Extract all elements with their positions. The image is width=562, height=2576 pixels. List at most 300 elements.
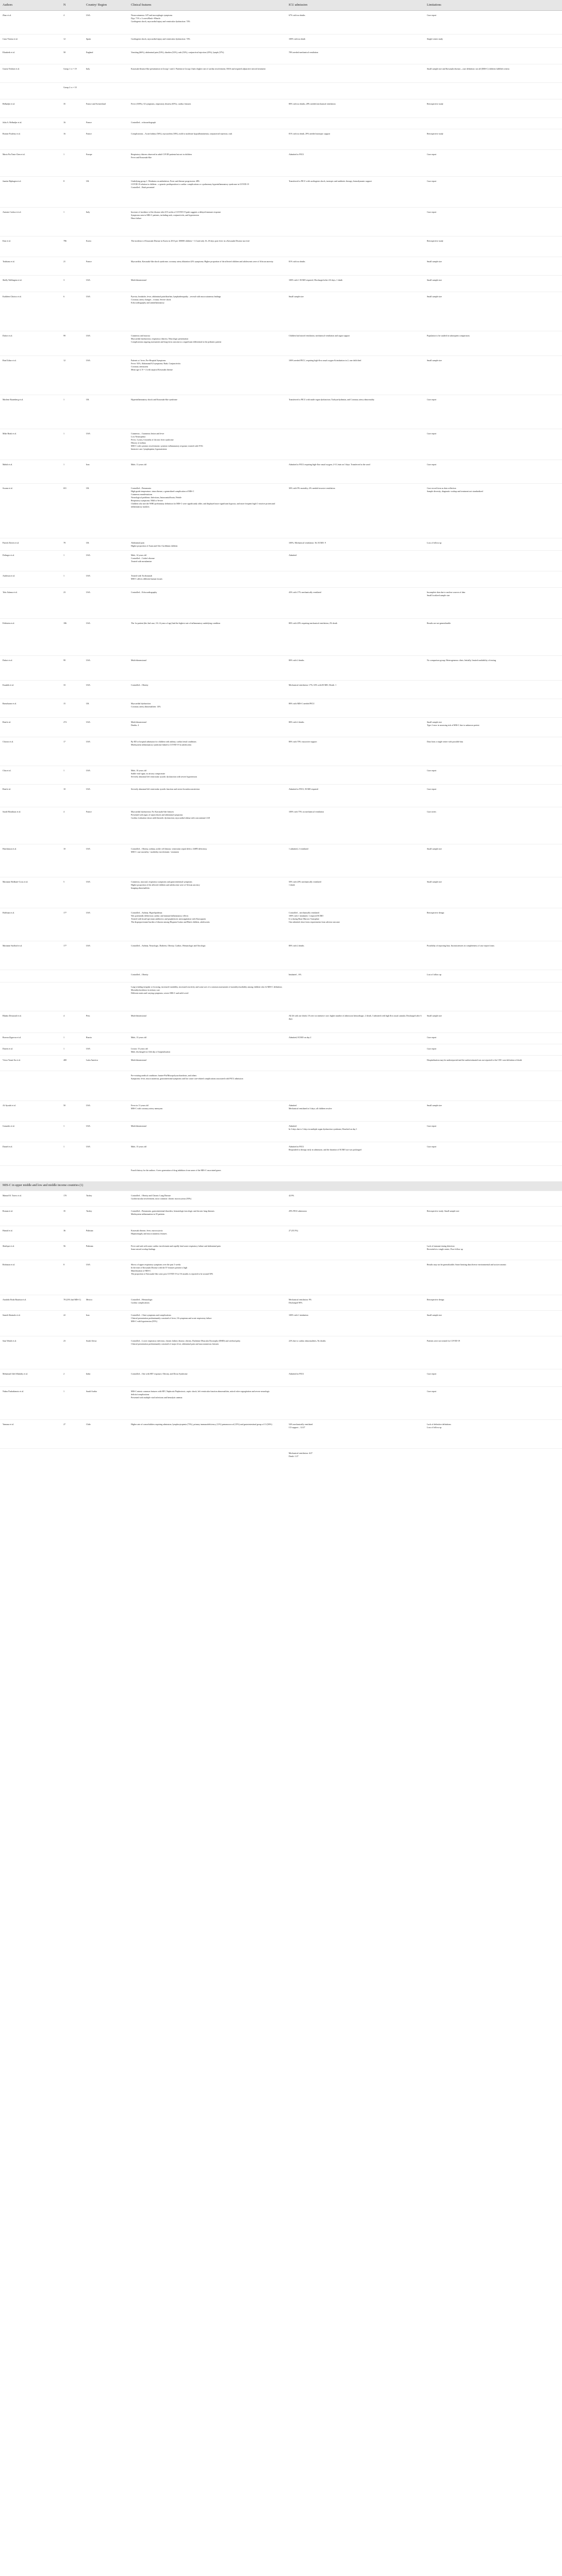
cell-n: 35 bbox=[61, 99, 84, 118]
cell-country: USA bbox=[84, 737, 128, 766]
cell-country: USA bbox=[84, 844, 128, 877]
cell-clinical-features: Cutaneous and mucosa Myocardial dysfunction, respiratory distress; Neurologic presentation Complications ongoing assessment and long-term outcome as a significant differential in the pediatric patient bbox=[128, 331, 286, 356]
cell-limitations: Small sample size bbox=[424, 356, 562, 395]
cell-limitations bbox=[424, 83, 562, 99]
cell-icu-admission: 29% PICU admission bbox=[286, 1206, 424, 1226]
cell-icu-admission: 100% with 1 ECMO required; Discharged after 4-6 days, 1 death bbox=[286, 276, 424, 292]
table-row bbox=[0, 1241, 562, 1260]
table-row bbox=[0, 395, 562, 429]
table-row bbox=[0, 1226, 562, 1241]
cell-country: USA bbox=[84, 681, 128, 699]
table-row bbox=[0, 1044, 562, 1056]
cell-limitations: Small sample size bbox=[424, 877, 562, 908]
cell-country: Italy bbox=[84, 64, 128, 83]
cell-icu-admission bbox=[286, 1386, 424, 1419]
cell-country: UK bbox=[84, 484, 128, 538]
cell-n: 786 bbox=[61, 236, 84, 257]
cell-country: France bbox=[84, 118, 128, 129]
cell-clinical-features: Treated with Tocilizumab MIS-C affects different human tissues bbox=[128, 571, 286, 588]
cell-icu-admission: Transferred to PICU with multi-organ dysfunction; Tachyarrhythmias, and Coronary artery abnormality bbox=[286, 395, 424, 429]
cell-limitations: Case report bbox=[424, 395, 562, 429]
cell-author: Gonzales et al. bbox=[0, 1122, 61, 1142]
cell-limitations bbox=[424, 48, 562, 64]
cell-author: Riad et al. bbox=[0, 785, 61, 807]
cell-clinical-features: Lung-winding irregular or focusing, increased variability, increased reactivity and some sort of a common assessment of mortality/morbidity among children who fit MIS-C definition; Mortality/incidence in tertiary care Different states and varying symptoms; severe MIS-C and mild covid bbox=[128, 982, 286, 1011]
header-limitations: Limitations bbox=[424, 0, 562, 11]
cell-author: Shelly Wallington et al. bbox=[0, 276, 61, 292]
cell-limitations: Results are not generalizable bbox=[424, 619, 562, 656]
cell-clinical-features: Fever and rash with some cardiac involvement and rapidly fatal acute respiratory failure and abdominal pain Some mixed overlap findings bbox=[128, 1241, 286, 1260]
cell-n: 33 bbox=[61, 681, 84, 699]
table-row bbox=[0, 1206, 562, 1226]
cell-limitations: Lack of immune timing detection Recruited at a single center; Poor follow up bbox=[424, 1241, 562, 1260]
cell-author: Dufort et al. bbox=[0, 331, 61, 356]
cell-author: Mohamad Adel Alhalaby et al. bbox=[0, 1369, 61, 1386]
cell-clinical-features: Controlled – echocardiograph bbox=[128, 118, 286, 129]
cell-country: USA bbox=[84, 1260, 128, 1295]
cell-limitations bbox=[424, 681, 562, 699]
cell-icu-admission bbox=[286, 118, 424, 129]
cell-clinical-features: Lesion: 15 years old Male, discharged on 14th day of hospitalization bbox=[128, 1044, 286, 1056]
cell-n bbox=[61, 970, 84, 982]
cell-country bbox=[84, 982, 128, 1011]
cell-n: 1 bbox=[61, 1044, 84, 1056]
cell-limitations bbox=[424, 1448, 562, 1471]
cell-country: USA bbox=[84, 619, 128, 656]
table-row bbox=[0, 1448, 562, 1471]
cell-country: France bbox=[84, 129, 128, 150]
cell-n: 5 bbox=[61, 877, 84, 908]
cell-author: Shafique et al. bbox=[0, 1241, 61, 1260]
cell-n: 4 bbox=[61, 11, 84, 35]
cell-clinical-features: Myocarditis; Kawasaki-like shock syndrome; coronary artery dilatation 42% symptoms; Higher proportion of the affected children and adolescents were of African ancestry bbox=[128, 257, 286, 276]
cell-icu-admission bbox=[286, 982, 424, 1011]
cell-country: South Africa bbox=[84, 1336, 128, 1369]
table-row bbox=[0, 1419, 562, 1448]
cell-clinical-features: Male, 15 years old bbox=[128, 1142, 286, 1166]
cell-limitations: Case report bbox=[424, 1033, 562, 1044]
cell-limitations: Case report bbox=[424, 785, 562, 807]
cell-limitations: Population to be studied in subsequent comparisons bbox=[424, 331, 562, 356]
cell-icu-admission: 1 admitted, 2 ventilated bbox=[286, 844, 424, 877]
cell-country: England bbox=[84, 48, 128, 64]
cell-n bbox=[61, 1448, 84, 1471]
cell-author: Elizabeth et al. bbox=[0, 48, 61, 64]
table-row bbox=[0, 1336, 562, 1369]
cell-icu-admission: Admitted in PICU bbox=[286, 1369, 424, 1386]
cell-country: USA bbox=[84, 718, 128, 737]
cell-clinical-features: Pre-existing medical conditions: hunter-Pitt/Mucopolysaccharidosis, and others Symptoms: fever, mucocutaneous, gastrointestinal symptoms and low acute care-related complications associated with PICU admission bbox=[128, 1071, 286, 1101]
cell-country: USA bbox=[84, 276, 128, 292]
cell-country: USA bbox=[84, 588, 128, 619]
cell-icu-admission bbox=[286, 1166, 424, 1181]
cell-clinical-features: Myocardial dysfunction Coronary artery abnormalities: 14% bbox=[128, 699, 286, 718]
cell-clinical-features: Patients w/ fever; Pre-Hospital Symptoms Fever: 92%; Abdominal/GI symptoms; Rash; Conjunctivitis Coronary aneurysms Mean age 4; N = 4 with atypical Kawasaki disease bbox=[128, 356, 286, 395]
cell-n: 78 bbox=[61, 538, 84, 551]
cell-n: 8 bbox=[61, 177, 84, 208]
cell-n: 99 bbox=[61, 656, 84, 681]
cell-country bbox=[84, 1448, 128, 1471]
cell-limitations: Case report bbox=[424, 1142, 562, 1166]
cell-icu-admission: 100% needed PICU, requiring high-flow nasal oxygen & intubation in 2; one child died bbox=[286, 356, 424, 395]
cell-clinical-features: Fourth history for the authors. A new generation of drug inhibitors from some of the MIS-C-associated genes bbox=[128, 1166, 286, 1181]
cell-icu-admission: 81% with no death, 29% needed inotropic support bbox=[286, 129, 424, 150]
cell-icu-admission: Mechanical ventilation: 17%; 63% with ECMO; Death: 1 bbox=[286, 681, 424, 699]
cell-n: 4 bbox=[61, 807, 84, 844]
table-row bbox=[0, 1056, 562, 1071]
cell-country: Mexico bbox=[84, 1295, 128, 1310]
header-country: Country/ Region bbox=[84, 0, 128, 11]
cell-country: France bbox=[84, 257, 128, 276]
cell-n: 1 bbox=[61, 395, 84, 429]
cell-n: 400 bbox=[61, 1056, 84, 1071]
cell-icu-admission: Mechanical ventilation: 4/27 Death: 1/27 bbox=[286, 1448, 424, 1471]
cell-country: USA bbox=[84, 356, 128, 395]
cell-author: Chiu et al. bbox=[0, 766, 61, 785]
table-row bbox=[0, 766, 562, 785]
table-row bbox=[0, 257, 562, 276]
cell-country bbox=[84, 970, 128, 982]
cell-icu-admission: 54% mechanically ventilated CO support – 12/27 bbox=[286, 1419, 424, 1448]
cell-n: 1 bbox=[61, 571, 84, 588]
table-row bbox=[0, 807, 562, 844]
cell-author: Roman et al. bbox=[0, 1206, 61, 1226]
cell-country: Iran bbox=[84, 460, 128, 484]
cell-clinical-features: Controlled – Chest symptoms and complications Clinical presentation predominantly consisted of fever, GI symptoms and acute respiratory failure MIS-C with hypotension (55%) bbox=[128, 1310, 286, 1336]
cell-clinical-features: Fever in 11 years old MIS-C with coronary artery aneurysm bbox=[128, 1101, 286, 1122]
cell-limitations: Case report bbox=[424, 150, 562, 177]
cell-n: 23 bbox=[61, 588, 84, 619]
cell-icu-admission: 50% with 20% mechanically ventilated 1 death bbox=[286, 877, 424, 908]
cell-author: Riad et al. bbox=[0, 718, 61, 737]
cell-clinical-features: Severely abnormal left ventricular systolic function and severe bronchoconstriction bbox=[128, 785, 286, 807]
cell-clinical-features: Vomiting (66%), abdominal pain (53%), diarrhea (52%), rash (52%), conjunctival injection (45%), lymph (37%) bbox=[128, 48, 286, 64]
cell-icu-admission: Controlled – mechanically ventilated 100% with 1 intubated, 1 required ECMO It is during Bone Marrow Transplant One admitted; short-term requirements from adverse outcome bbox=[286, 908, 424, 941]
cell-icu-admission: Admitted to PICU, ECMO required bbox=[286, 785, 424, 807]
cell-icu-admission: 100%; Mechanical ventilation: 36; ECMO: 9 bbox=[286, 538, 424, 551]
cell-author: Patrick Davies et al. bbox=[0, 538, 61, 551]
table-row bbox=[0, 331, 562, 356]
cell-author: Sameh Shatnalo et al. bbox=[0, 1310, 61, 1336]
cell-n bbox=[61, 1166, 84, 1181]
cell-limitations: Case report bbox=[424, 766, 562, 785]
cell-clinical-features: Male, 14 years old Controlled – Crohn's disease Treated with mesalamine bbox=[128, 551, 286, 571]
cell-clinical-features: Multi-dimensional bbox=[128, 1122, 286, 1142]
cell-author: Yamuna et al. bbox=[0, 1419, 61, 1448]
cell-country: Saudi Arabia bbox=[84, 1386, 128, 1419]
cell-clinical-features: Multi-dimensional bbox=[128, 276, 286, 292]
cell-limitations: Small sample size bbox=[424, 292, 562, 331]
cell-limitations: Small sample size bbox=[424, 257, 562, 276]
cell-n: 1 bbox=[61, 460, 84, 484]
cell-clinical-features: Kawasaki-disease-like presentation in Group 1 and 2. Patients in Group 2 had a higher rate of cardiac involvement, MAS and required adjunctive steroid treatment bbox=[128, 64, 286, 83]
cell-limitations: Retrospective study bbox=[424, 236, 562, 257]
cell-icu-admission: Admitted to PICU bbox=[286, 150, 424, 177]
cell-country: Russia bbox=[84, 1033, 128, 1044]
table-row bbox=[0, 1260, 562, 1295]
cell-limitations bbox=[424, 1071, 562, 1101]
cell-icu-admission: 80% with MIS-C needed PICU bbox=[286, 699, 424, 718]
cell-icu-admission: 80% with 2 deaths bbox=[286, 656, 424, 681]
cell-clinical-features: Controlled – Obesity, asthma, sickle cell disease, ventricular septal defect, G6PD deficiency MIS-C case mortality / morbidity involvement / treatment bbox=[128, 844, 286, 877]
cell-icu-admission: 100% with 1 intubation bbox=[286, 1310, 424, 1336]
table-row bbox=[0, 699, 562, 718]
cell-country: Italy bbox=[84, 208, 128, 236]
cell-icu-admission: Admitted In 3 days due to 3 days in multiple organ dysfunction syndrome; Reached on day 1 bbox=[286, 1122, 424, 1142]
cell-country: Chile bbox=[84, 1419, 128, 1448]
cell-clinical-features: Neurocutaneous: SJT and macrophagic symptoms Dyp: 71% v. Lowest/Rash +Muscle Cardiogenic shock, myocardial injury and ventricular dysfunction: 74% bbox=[128, 11, 286, 35]
section-header-row bbox=[0, 1181, 562, 1191]
table-row bbox=[0, 1122, 562, 1142]
cell-n: 177 bbox=[61, 908, 84, 941]
cell-limitations: No comparison group; Heterogeneous clinic; Initially, limited availability of testing bbox=[424, 656, 562, 681]
cell-limitations: Single-center study bbox=[424, 35, 562, 48]
cell-n: 10 bbox=[61, 844, 84, 877]
cell-author: Marianne Stafford et al. bbox=[0, 941, 61, 970]
cell-clinical-features: Male, 13 years old bbox=[128, 1033, 286, 1044]
cell-n: 1 bbox=[61, 766, 84, 785]
cell-country: UK bbox=[84, 538, 128, 551]
cell-country: USA bbox=[84, 1044, 128, 1056]
cell-icu-admission: 80% with no deaths, 28% needed mechanical ventilation bbox=[286, 99, 424, 118]
cell-icu-admission bbox=[286, 64, 424, 83]
cell-n: 3 bbox=[61, 276, 84, 292]
cell-limitations: Case report bbox=[424, 1386, 562, 1419]
cell-clinical-features: Fever (100%), GI symptoms, respiratory distress (65%), cardiac features bbox=[128, 99, 286, 118]
cell-author: Grazia Verdoni et al. bbox=[0, 64, 61, 83]
table-row bbox=[0, 208, 562, 236]
cell-limitations: Retrospective study; Small sample size bbox=[424, 1206, 562, 1226]
cell-clinical-features: Controlled – Hematologic Cardiac complications bbox=[128, 1295, 286, 1310]
cell-author: Chiotos et al. bbox=[0, 737, 61, 766]
cell-n: 56 bbox=[61, 1241, 84, 1260]
table-row bbox=[0, 588, 562, 619]
cell-n: 78 (23% had MIS-C) bbox=[61, 1295, 84, 1310]
cell-clinical-features: Cutaneous – Cutaneous lesion and fever Low Neutropenia Fever, 3 years, 6 months of chronic fever syndrome History of asthma MIS-C with systemic involvement; systemic inflammatory response; treated with IVIG Intensive care: lymphopenia; hyponatremia bbox=[128, 429, 286, 460]
cell-n: 27 bbox=[61, 1419, 84, 1448]
cell-country bbox=[84, 1071, 128, 1101]
cell-country: France and Switzerland bbox=[84, 99, 128, 118]
cell-clinical-features: Hyperinflammatory shock and Kawasaki-like syndrome bbox=[128, 395, 286, 429]
cell-n: 58 bbox=[61, 48, 84, 64]
cell-country: USA bbox=[84, 1101, 128, 1122]
cell-n: 2 bbox=[61, 1369, 84, 1386]
cell-icu-admission: Admitted in PICU Responded to therapy early in admission, and the duration of ECMO use was prolonged bbox=[286, 1142, 424, 1166]
cell-n: 50 bbox=[61, 1101, 84, 1122]
cell-clinical-features: Controlled – Obesity bbox=[128, 970, 286, 982]
table-row bbox=[0, 1191, 562, 1206]
cell-author: Victor Yount-Su et al. bbox=[0, 1056, 61, 1071]
cell-limitations: Retrospective study bbox=[424, 99, 562, 118]
table-row bbox=[0, 538, 562, 551]
table-row bbox=[0, 276, 562, 292]
cell-clinical-features: Male; 11 years old bbox=[128, 460, 286, 484]
table-row bbox=[0, 681, 562, 699]
cell-author: Sarah Blondiaux et al. bbox=[0, 807, 61, 844]
cell-n: 1 bbox=[61, 551, 84, 571]
cell-author: Daniel et al. bbox=[0, 1142, 61, 1166]
cell-author: Belhadjer et al. bbox=[0, 99, 61, 118]
section-title: MIS-C in upper middle and low and middle income countries (1) bbox=[0, 1181, 562, 1191]
table-header-row bbox=[0, 0, 562, 11]
cell-clinical-features: Controlled – Echocardiography bbox=[128, 588, 286, 619]
cell-limitations: Loss of follow up bbox=[424, 538, 562, 551]
table-row bbox=[0, 1071, 562, 1101]
cell-n: 274 bbox=[61, 718, 84, 737]
cell-icu-admission: Mechanical ventilation: 9% Discharged 90% bbox=[286, 1295, 424, 1310]
cell-country: Turkey bbox=[84, 1191, 128, 1206]
table-row bbox=[0, 64, 562, 83]
cell-limitations: Lack of definitive definitions Loss of follow up bbox=[424, 1419, 562, 1448]
cell-icu-admission: 27 (35.5%) bbox=[286, 1226, 424, 1241]
cell-clinical-features: Controlled – Obesity and Chronic Lung Disease Cardiovascular involvement, most common: chronic macrocytosis (50%) bbox=[128, 1191, 286, 1206]
cell-n: 1 bbox=[61, 1142, 84, 1166]
cell-author: Antonio Carlucci et al. bbox=[0, 208, 61, 236]
cell-country: USA bbox=[84, 11, 128, 35]
cell-icu-admission: 80% with 70% vasoactive support bbox=[286, 737, 424, 766]
cell-author: Marlene Rauenberg et al. bbox=[0, 395, 61, 429]
cell-limitations: Small sample size Type 2 error in assessing risk of MIS-C due to unknown pretest bbox=[424, 718, 562, 737]
cell-country: USA bbox=[84, 656, 128, 681]
cell-country: France bbox=[84, 807, 128, 844]
table-row bbox=[0, 236, 562, 257]
cell-limitations: Case report bbox=[424, 1369, 562, 1386]
cell-limitations: Case report bbox=[424, 208, 562, 236]
cell-n: 1 bbox=[61, 1122, 84, 1142]
table-row bbox=[0, 429, 562, 460]
cell-country: USA bbox=[84, 941, 128, 970]
table-row bbox=[0, 1369, 562, 1386]
cell-author: Blanko Desmond et al. bbox=[0, 1011, 61, 1033]
cell-limitations: Small sample size bbox=[424, 1101, 562, 1122]
cell-n: 651 bbox=[61, 484, 84, 538]
table-row bbox=[0, 129, 562, 150]
cell-author: Riad Zakar et al. bbox=[0, 356, 61, 395]
cell-n: 1 bbox=[61, 208, 84, 236]
cell-author bbox=[0, 1448, 61, 1471]
cell-clinical-features: Multi-dimensional bbox=[128, 656, 286, 681]
header-n: N bbox=[61, 0, 84, 11]
cell-limitations: Small sample size bbox=[424, 1310, 562, 1336]
cell-clinical-features: Controlled – Lower respiratory infection, chronic kidney disease, obesity, Duchenne Muscular Dystrophy (DMD) and cerebral palsy Clinical presentation predominantly consisted of major fever, abdominal pain and mucocutaneous features bbox=[128, 1336, 286, 1369]
cell-limitations: Case report bbox=[424, 429, 562, 460]
cell-author: Cano-Viaena et al. bbox=[0, 35, 61, 48]
cell-author: Feldstein et al. bbox=[0, 619, 61, 656]
cell-country: Korea bbox=[84, 236, 128, 257]
cell-icu-admission bbox=[286, 1044, 424, 1056]
cell-clinical-features: By ED or hospital admission for children with asthma, cardiac/renal conditions Multisystem inflammatory syndrome linked to COVID-19 in adolescents bbox=[128, 737, 286, 766]
cell-author: Maria Pia Tinto-Chen et al. bbox=[0, 150, 61, 177]
cell-author bbox=[0, 970, 61, 982]
cell-icu-admission bbox=[286, 429, 424, 460]
cell-author: Swann et al. bbox=[0, 484, 61, 538]
cell-country bbox=[84, 1166, 128, 1181]
cell-limitations: Retrospective study bbox=[424, 129, 562, 150]
cell-author: Juanita Riphagen et al. bbox=[0, 177, 61, 208]
table-row bbox=[0, 1295, 562, 1310]
table-row bbox=[0, 1386, 562, 1419]
cell-author: Julia A. Belhadjer et al. bbox=[0, 118, 61, 129]
cell-author: Ramcharan et al. bbox=[0, 699, 61, 718]
cell-limitations: Small sample size and Kawasaki disease—case definition: not all (MIS-C) children fulfilled criteria bbox=[424, 64, 562, 83]
cell-clinical-features: Abdominal pain Higher proportion of Asian and Afro-Caribbean children bbox=[128, 538, 286, 551]
cell-icu-admission: Admitted bbox=[286, 551, 424, 571]
cell-author: Sam Wendt et al. bbox=[0, 1336, 61, 1369]
cell-n: 177 bbox=[61, 941, 84, 970]
cell-icu-admission: Intubated – 6% bbox=[286, 970, 424, 982]
cell-n: 1 bbox=[61, 1386, 84, 1419]
header-authors: Authors bbox=[0, 0, 61, 11]
table-row bbox=[0, 970, 562, 982]
cell-limitations bbox=[424, 118, 562, 129]
table-row bbox=[0, 35, 562, 48]
table-row bbox=[0, 1310, 562, 1336]
table-row bbox=[0, 1033, 562, 1044]
cell-country: USA bbox=[84, 292, 128, 331]
cell-limitations: Results may not be generalizable; Some limiting data diverse environmental and socioeconomic bbox=[424, 1260, 562, 1295]
cell-n: 23 bbox=[61, 1336, 84, 1369]
table-row bbox=[0, 877, 562, 908]
cell-limitations: Case report bbox=[424, 177, 562, 208]
cell-limitations: Lost of follow up bbox=[424, 970, 562, 982]
cell-icu-admission bbox=[286, 208, 424, 236]
cell-country: Pakistan bbox=[84, 1241, 128, 1260]
table-body bbox=[0, 11, 562, 1471]
cell-clinical-features: Controlled – Pneumonia, gastrointestinal disorders, hematologic/oncologic and chronic lung diseases Multisystem inflammation in 35 patients bbox=[128, 1206, 286, 1226]
table-row bbox=[0, 177, 562, 208]
cell-limitations: Hospitalization may be underreported and the underestimated was not reported to the CDC case definition of death bbox=[424, 1056, 562, 1071]
cell-icu-admission: 78% needed mechanical ventilation bbox=[286, 48, 424, 64]
cell-author: Hamid et al. bbox=[0, 1226, 61, 1241]
cell-clinical-features: Controlled – Asthma, Hyperlipidemia Was potentially deleterious cardiac and immune/inflammatory effects Treated with broad-spectrum antibiotics and prophylactic anticoagulation with Enoxaparin The disproportionate burden of disease among Hispanic/Latino and Black children, adolescents bbox=[128, 908, 286, 941]
cell-n: 1 bbox=[61, 429, 84, 460]
cell-author: Toubiana et al. bbox=[0, 257, 61, 276]
cell-clinical-features: Multi-dimensional bbox=[128, 1056, 286, 1071]
cell-icu-admission: 30% with 9% mortality; 4% needed invasive ventilation bbox=[286, 484, 424, 538]
cell-limitations: Case record form as data collection Sample diversity, diagnostic workup and treatment not standardized bbox=[424, 484, 562, 538]
table-row bbox=[0, 785, 562, 807]
cell-country: USA bbox=[84, 1122, 128, 1142]
table-row bbox=[0, 118, 562, 129]
cell-icu-admission: 43% with 17% mechanically ventilated bbox=[286, 588, 424, 619]
cell-icu-admission: 100% with no death bbox=[286, 35, 424, 48]
cell-icu-admission: Small sample size bbox=[286, 292, 424, 331]
table-row bbox=[0, 844, 562, 877]
cell-country: USA bbox=[84, 571, 128, 588]
cell-n: 6 bbox=[61, 292, 84, 331]
cell-clinical-features: Cardiogenic shock, myocardial injury and ventricular dysfunction: 74% bbox=[128, 35, 286, 48]
cell-clinical-features: Multi-dimensional bbox=[128, 1011, 286, 1033]
table-row bbox=[0, 356, 562, 395]
cell-clinical-features: Cutaneous, mucosal, respiratory symptoms and gastrointestinal symptoms Higher proportion of the affected children and adolescents were of African ancestry Imaging abnormalities bbox=[128, 877, 286, 908]
cell-n bbox=[61, 982, 84, 1011]
cell-author: Boreon Zigarova et al. bbox=[0, 1033, 61, 1044]
table-row bbox=[0, 571, 562, 588]
table-row bbox=[0, 551, 562, 571]
table-row bbox=[0, 11, 562, 35]
cell-author: Marianne Redknee-Cross et al. bbox=[0, 877, 61, 908]
cell-limitations: Small sample size bbox=[424, 844, 562, 877]
cell-icu-admission: Admitted to PICU requiring high-flow nasal oxygen; 2-3 L/min on 3 days. Transferred to the ward bbox=[286, 460, 424, 484]
table-row bbox=[0, 737, 562, 766]
cell-icu-admission: 42.9% bbox=[286, 1191, 424, 1206]
cell-author bbox=[0, 1166, 61, 1181]
cell-n: 99 bbox=[61, 331, 84, 356]
table-row bbox=[0, 908, 562, 941]
cell-clinical-features: Male, 10 years old Stable vital signs; no airway compromise Severely abnormal left ventricular systolic dysfunction with severe hypotension bbox=[128, 766, 286, 785]
cell-author: Bonnie Pouletty et al. bbox=[0, 129, 61, 150]
table-row bbox=[0, 460, 562, 484]
